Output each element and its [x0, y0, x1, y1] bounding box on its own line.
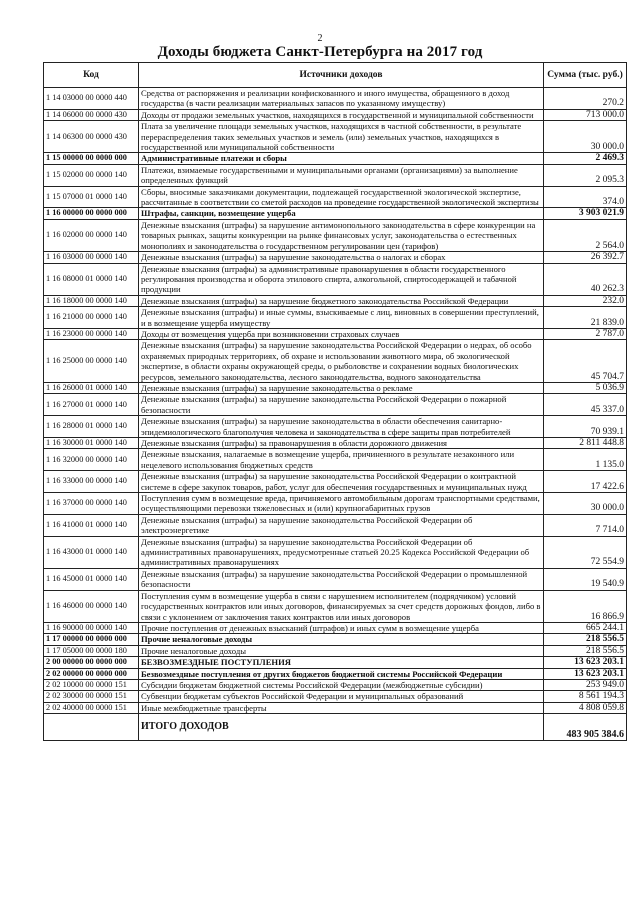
row-source: Денежные взыскания (штрафы) и иные суммы, взыскиваемые с лиц, виновных в совершении преступлений, и в возмещение ущерба имуществу — [139, 307, 544, 329]
row-sum: 2 469.3 — [544, 153, 627, 164]
row-code: 2 02 10000 00 0000 151 — [44, 679, 139, 690]
table-row — [44, 568, 627, 590]
row-source: Денежные взыскания (штрафы) за административные правонарушения в области государственного регулирования производства и оборота этилового спирта, алкогольной, спиртосодержащей и табачной продукции — [139, 263, 544, 295]
row-source: Безвозмездные поступления от других бюджетов бюджетной системы Российской Федерации — [139, 668, 544, 679]
row-code: 1 16 30000 01 0000 140 — [44, 438, 139, 449]
row-sum: 30 000.0 — [544, 493, 627, 515]
table-row — [44, 657, 627, 668]
row-source: Денежные взыскания (штрафы) за нарушение законодательства в области обеспечения санитарно-эпидемиологического благополучия человека и законодательства в сфере защиты прав потребителей — [139, 416, 544, 438]
row-sum: 5 036.9 — [544, 382, 627, 393]
row-source: Денежные взыскания, налагаемые в возмещение ущерба, причиненного в результате незаконного или нецелевого использования бюджетных средств — [139, 449, 544, 471]
row-sum: 8 561 194.3 — [544, 691, 627, 702]
row-sum: 30 000.0 — [544, 121, 627, 153]
row-source: Штрафы, санкции, возмещение ущерба — [139, 208, 544, 219]
row-source: Платежи, взимаемые государственными и муниципальными органами (организациями) за выполнение определенных функций — [139, 164, 544, 186]
row-code: 1 17 05000 00 0000 180 — [44, 645, 139, 656]
total-row — [44, 714, 627, 741]
row-source: Денежные взыскания (штрафы) за нарушение бюджетного законодательства Российской Федерации — [139, 295, 544, 306]
row-source: БЕЗВОЗМЕЗДНЫЕ ПОСТУПЛЕНИЯ — [139, 657, 544, 668]
row-source: Денежные взыскания (штрафы) за нарушение законодательства Российской Федерации об административных правонарушениях, предусмотренные статьей 20.25 Кодекса Российской Федерации об административных правонарушениях — [139, 536, 544, 568]
row-code: 1 15 02000 00 0000 140 — [44, 164, 139, 186]
row-source: Денежные взыскания (штрафы) за нарушение законодательства Российской Федерации об электроэнергетике — [139, 514, 544, 536]
row-code: 1 16 27000 01 0000 140 — [44, 394, 139, 416]
row-sum: 70 939.1 — [544, 416, 627, 438]
table-row — [44, 394, 627, 416]
row-sum: 45 337.0 — [544, 394, 627, 416]
table-row — [44, 121, 627, 153]
row-sum: 713 000.0 — [544, 109, 627, 120]
row-source: Денежные взыскания (штрафы) за нарушение законодательства о налогах и сборах — [139, 252, 544, 263]
row-source: Денежные взыскания (штрафы) за нарушение законодательства Российской Федерации о контрактной системе в сфере закупок товаров, работ, услуг для обеспечения государственных и муниципальных нужд — [139, 471, 544, 493]
row-code: 1 16 21000 00 0000 140 — [44, 307, 139, 329]
table-row — [44, 219, 627, 251]
header-sum: Сумма (тыс. руб.) — [544, 63, 627, 88]
table-row — [44, 622, 627, 633]
table-row — [44, 493, 627, 515]
row-source: Поступления сумм в возмещение ущерба в связи с нарушением исполнителем (подрядчиком) условий государственных контрактов или иных договоров, финансируемых за счет средств дорожных фондов, либо в связи с уклонением от заключения таких контрактов или иных договоров — [139, 590, 544, 622]
table-row — [44, 645, 627, 656]
row-code: 1 15 00000 00 0000 000 — [44, 153, 139, 164]
row-code: 2 02 30000 00 0000 151 — [44, 691, 139, 702]
table-row — [44, 208, 627, 219]
row-source: Денежные взыскания (штрафы) за нарушение антимонопольного законодательства в сфере конкуренции на товарных рынках, защиты конкуренции на рынке финансовых услуг, законодательства о естественных монополиях и законодательства о государственном регулировании цен (тарифов) — [139, 219, 544, 251]
row-code: 1 16 37000 00 0000 140 — [44, 493, 139, 515]
row-code: 1 16 32000 00 0000 140 — [44, 449, 139, 471]
row-code: 2 00 00000 00 0000 000 — [44, 657, 139, 668]
row-sum: 374.0 — [544, 186, 627, 208]
row-code: 1 16 02000 00 0000 140 — [44, 219, 139, 251]
header-source: Источники доходов — [139, 63, 544, 88]
row-code: 1 16 90000 00 0000 140 — [44, 622, 139, 633]
row-sum: 19 540.9 — [544, 568, 627, 590]
table-row — [44, 328, 627, 339]
row-code: 1 16 33000 00 0000 140 — [44, 471, 139, 493]
table-row — [44, 252, 627, 263]
row-source: Субсидии бюджетам бюджетной системы Российской Федерации (межбюджетные субсидии) — [139, 679, 544, 690]
row-sum: 270.2 — [544, 88, 627, 110]
table-row — [44, 471, 627, 493]
row-code: 1 17 00000 00 0000 000 — [44, 634, 139, 645]
row-sum: 253 949.0 — [544, 679, 627, 690]
table-header-row — [44, 63, 627, 88]
table-row — [44, 295, 627, 306]
row-source: Сборы, вносимые заказчиками документации, подлежащей государственной экологической экспертизе, рассчитанные в соответствии со сметой расходов на проведение государственной экологической экспертизы — [139, 186, 544, 208]
table-row — [44, 590, 627, 622]
row-code: 1 14 03000 00 0000 440 — [44, 88, 139, 110]
table-row — [44, 634, 627, 645]
row-code: 1 16 43000 01 0000 140 — [44, 536, 139, 568]
row-source: Прочие поступления от денежных взысканий (штрафов) и иных сумм в возмещение ущерба — [139, 622, 544, 633]
page-number: 2 — [317, 33, 323, 44]
row-sum: 3 903 021.9 — [544, 208, 627, 219]
row-code: 1 16 25000 00 0000 140 — [44, 340, 139, 383]
row-code: 1 16 45000 01 0000 140 — [44, 568, 139, 590]
row-sum: 13 623 203.1 — [544, 668, 627, 679]
row-code: 1 15 07000 01 0000 140 — [44, 186, 139, 208]
table-row — [44, 263, 627, 295]
row-source: Денежные взыскания (штрафы) за нарушение законодательства Российской Федерации о недрах, об особо охраняемых природных территориях, об охране и использовании животного мира, об экологической экспертизе, в области охраны окружающей среды, о рыболовстве и сохранении водных биологических ресурсов, земельного законодательства, лесного законодательства, водного законодательства — [139, 340, 544, 383]
row-sum: 218 556.5 — [544, 645, 627, 656]
row-source: Поступления сумм в возмещение вреда, причиняемого автомобильным дорогам транспортными средствами, осуществляющими перевозки тяжеловесных и (или) крупногабаритных грузов — [139, 493, 544, 515]
row-source: Прочие неналоговые доходы — [139, 645, 544, 656]
table-row — [44, 449, 627, 471]
row-sum: 17 422.6 — [544, 471, 627, 493]
header-code: Код — [44, 63, 139, 88]
row-sum: 13 623 203.1 — [544, 657, 627, 668]
row-code: 2 02 40000 00 0000 151 — [44, 702, 139, 713]
table-row — [44, 153, 627, 164]
row-source: Доходы от возмещения ущерба при возникновении страховых случаев — [139, 328, 544, 339]
row-sum: 2 811 448.8 — [544, 438, 627, 449]
table-row — [44, 88, 627, 110]
table-row — [44, 340, 627, 383]
table-row — [44, 536, 627, 568]
row-sum: 2 787.0 — [544, 328, 627, 339]
table-row — [44, 668, 627, 679]
row-source: Плата за увеличение площади земельных участков, находящихся в частной собственности, в результате перераспределения таких земельных участков и земель (или) земельных участков, находящихся в государственной или муниципальной собственности — [139, 121, 544, 153]
table-row — [44, 186, 627, 208]
row-sum: 2 564.0 — [544, 219, 627, 251]
row-sum: 1 135.0 — [544, 449, 627, 471]
row-source: Денежные взыскания (штрафы) за нарушение законодательства о рекламе — [139, 382, 544, 393]
row-source: Денежные взыскания (штрафы) за нарушение законодательства Российской Федерации о пожарной безопасности — [139, 394, 544, 416]
table-row — [44, 416, 627, 438]
table-row — [44, 307, 627, 329]
row-sum: 232.0 — [544, 295, 627, 306]
row-sum: 2 095.3 — [544, 164, 627, 186]
table-body — [44, 88, 627, 714]
income-table — [43, 62, 627, 741]
row-code: 1 14 06300 00 0000 430 — [44, 121, 139, 153]
row-code: 1 16 41000 01 0000 140 — [44, 514, 139, 536]
row-source: Денежные взыскания (штрафы) за нарушение законодательства Российской Федерации о промышленной безопасности — [139, 568, 544, 590]
row-sum: 72 554.9 — [544, 536, 627, 568]
table-row — [44, 514, 627, 536]
row-sum: 26 392.7 — [544, 252, 627, 263]
total-label: ИТОГО ДОХОДОВ — [139, 714, 544, 741]
row-code: 1 16 00000 00 0000 000 — [44, 208, 139, 219]
row-source: Субвенции бюджетам субъектов Российской Федерации и муниципальных образований — [139, 691, 544, 702]
row-sum: 40 262.3 — [544, 263, 627, 295]
row-code: 1 14 06000 00 0000 430 — [44, 109, 139, 120]
row-source: Иные межбюджетные трансферты — [139, 702, 544, 713]
table-row — [44, 679, 627, 690]
row-code: 1 16 03000 00 0000 140 — [44, 252, 139, 263]
table-row — [44, 702, 627, 713]
row-sum: 21 839.0 — [544, 307, 627, 329]
page-title: Доходы бюджета Санкт-Петербурга на 2017 год — [157, 44, 483, 60]
row-source: Административные платежи и сборы — [139, 153, 544, 164]
row-sum: 45 704.7 — [544, 340, 627, 383]
total-sum: 483 905 384.6 — [544, 714, 627, 741]
row-sum: 218 556.5 — [544, 634, 627, 645]
row-code: 1 16 28000 01 0000 140 — [44, 416, 139, 438]
table-row — [44, 109, 627, 120]
row-code: 1 16 46000 00 0000 140 — [44, 590, 139, 622]
table-row — [44, 164, 627, 186]
table-row — [44, 691, 627, 702]
row-sum: 4 808 059.8 — [544, 702, 627, 713]
row-code: 1 16 08000 01 0000 140 — [44, 263, 139, 295]
row-code: 1 16 18000 00 0000 140 — [44, 295, 139, 306]
row-sum: 7 714.0 — [544, 514, 627, 536]
row-sum: 665 244.1 — [544, 622, 627, 633]
row-code: 1 16 23000 00 0000 140 — [44, 328, 139, 339]
row-source: Денежные взыскания (штрафы) за правонарушения в области дорожного движения — [139, 438, 544, 449]
table-row — [44, 382, 627, 393]
row-sum: 16 866.9 — [544, 590, 627, 622]
total-code — [44, 714, 139, 741]
row-code: 1 16 26000 01 0000 140 — [44, 382, 139, 393]
row-source: Прочие неналоговые доходы — [139, 634, 544, 645]
row-code: 2 02 00000 00 0000 000 — [44, 668, 139, 679]
table-row — [44, 438, 627, 449]
row-source: Средства от распоряжения и реализации конфискованного и иного имущества, обращенного в доход государства (в части реализации материальных запасов по указанному имуществу) — [139, 88, 544, 110]
row-source: Доходы от продажи земельных участков, находящихся в государственной и муниципальной собственности — [139, 109, 544, 120]
